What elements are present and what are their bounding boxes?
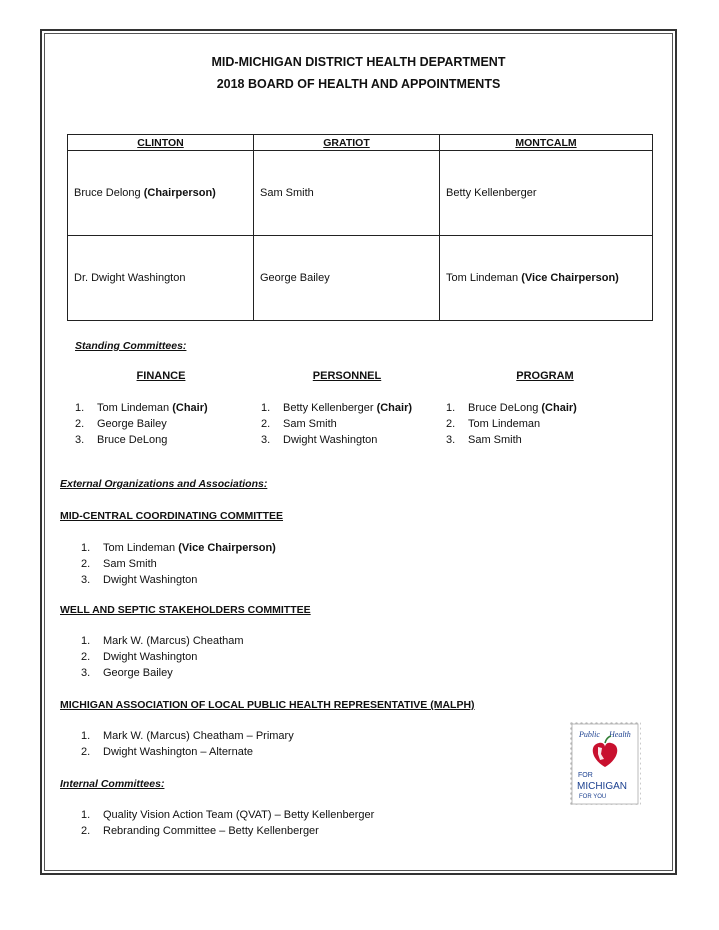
list-item: 1. Bruce DeLong (Chair) [446,402,577,414]
board-cell: Tom Lindeman (Vice Chairperson) [440,236,653,321]
list-item: 2. Dwight Washington – Alternate [81,745,254,758]
board-cell: Dr. Dwight Washington [68,236,254,321]
finance-heading: FINANCE [136,370,186,382]
personnel-list [261,401,412,448]
program-heading: PROGRAM [516,370,574,382]
list-item: 1. Mark W. (Marcus) Cheatham [81,635,244,647]
program-list [446,401,577,448]
page-subtitle: 2018 BOARD OF HEALTH AND APPOINTMENTS [216,77,501,91]
logo-text-for-you: FOR YOU [579,794,607,800]
list-item: 3. George Bailey [81,666,173,679]
column-header-gratiot: GRATIOT [254,135,440,151]
board-cell: Betty Kellenberger [440,151,653,236]
personnel-heading: PERSONNEL [312,370,382,382]
internal-committees-heading: Internal Committees: [60,778,165,790]
list-item: 2. Tom Lindeman [446,417,541,430]
board-cell: Sam Smith [254,151,440,236]
public-health-for-michigan-logo [569,721,641,807]
page-title: MID-MICHIGAN DISTRICT HEALTH DEPARTMENT [211,55,506,69]
list-item: 2. Sam Smith [261,417,337,430]
list-item: 2. Dwight Washington [81,650,198,663]
list-item: 2. Sam Smith [81,557,157,570]
logo-text-health: Health [609,730,631,739]
finance-list [75,401,208,448]
list-item: 1. Mark W. (Marcus) Cheatham – Primary [81,730,294,742]
board-cell: George Bailey [254,236,440,321]
list-item: 1. Tom Lindeman (Vice Chairperson) [81,542,276,554]
mid-central-list [81,541,276,588]
well-septic-list [81,634,244,681]
column-header-montcalm: MONTCALM [440,135,653,151]
list-item: 3. Bruce DeLong [75,433,168,446]
list-item: 3. Dwight Washington [261,433,378,446]
mid-central-heading: MID-CENTRAL COORDINATING COMMITTEE [60,510,284,522]
malph-list [81,729,294,761]
list-item: 2. George Bailey [75,417,167,430]
list-item: 1. Tom Lindeman (Chair) [75,402,208,414]
well-septic-heading: WELL AND SEPTIC STAKEHOLDERS COMMITTEE [60,604,311,616]
list-item: 3. Sam Smith [446,433,522,446]
standing-committees-heading: Standing Committees: [75,340,187,352]
malph-heading: MICHIGAN ASSOCIATION OF LOCAL PUBLIC HEALTH REPRESENTATIVE (MALPH) [60,699,475,711]
logo-text-michigan: MICHIGAN [577,781,627,792]
column-header-clinton: CLINTON [68,135,254,151]
board-table [67,134,653,321]
logo-text-for: FOR [578,772,593,779]
board-cell: Bruce Delong (Chairperson) [68,151,254,236]
list-item: 2. Rebranding Committee – Betty Kellenberger [81,824,319,837]
logo-text-public: Public [579,730,600,739]
internal-list [81,808,374,840]
table-row [68,151,653,236]
external-orgs-heading: External Organizations and Associations: [60,478,268,490]
list-item: 1. Quality Vision Action Team (QVAT) – Betty Kellenberger [81,809,375,821]
table-row [68,236,653,321]
list-item: 1. Betty Kellenberger (Chair) [261,402,413,414]
list-item: 3. Dwight Washington [81,573,198,586]
